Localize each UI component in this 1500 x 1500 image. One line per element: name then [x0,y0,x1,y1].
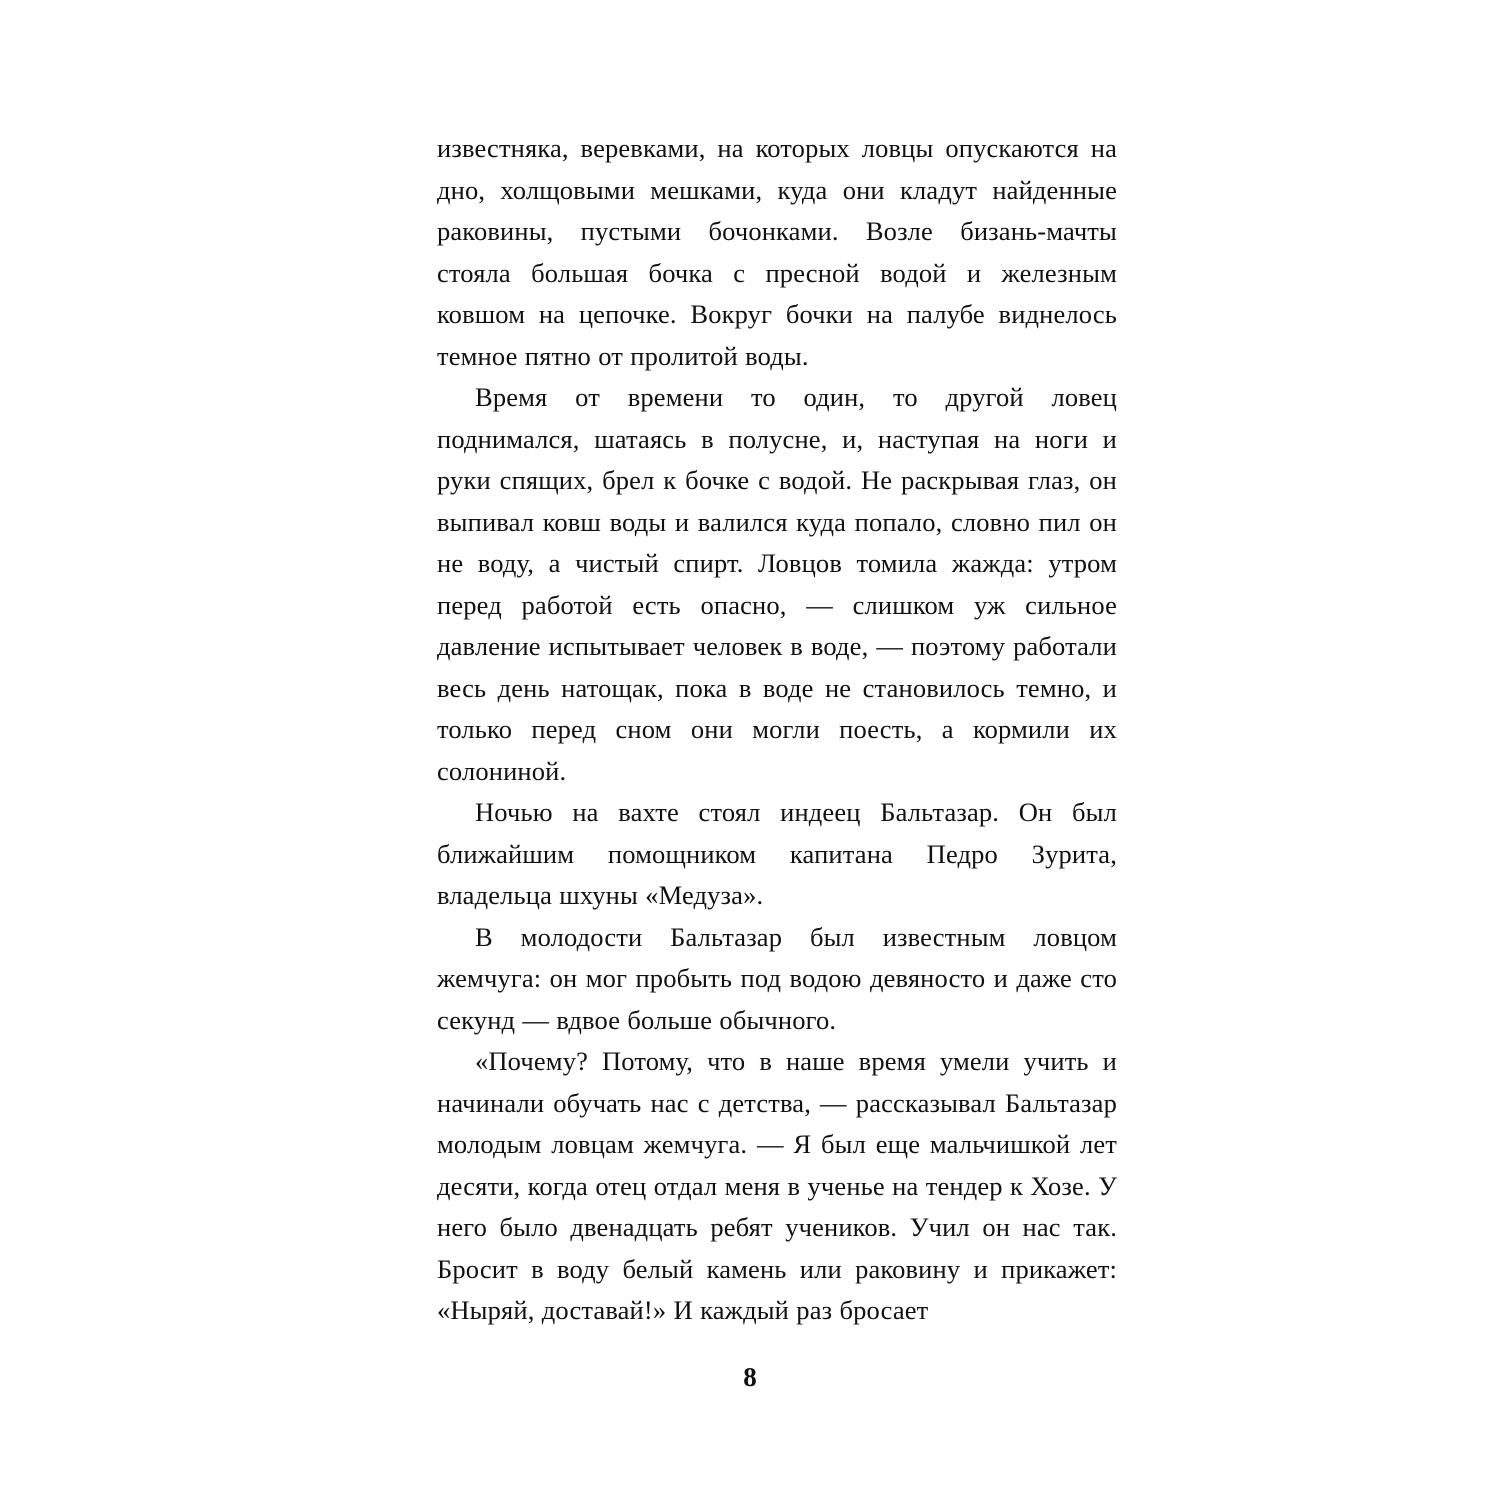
paragraph: «Почему? Потому, что в наше время умели учить и начинали обучать нас с детства, — рассказывал Бальтазар молодым ловцам жемчуга. — Я был еще мальчишкой лет десяти, когда отец отдал меня в ученье на тендер к Хозе. У него было двенадцать ребят учеников. Учил он нас так. Бросит в воду белый камень или раковину и прикажет: «Ныряй, доставай!» И каждый раз бросает [437,1046,1117,1325]
paragraph: известняка, веревками, на которых ловцы опускаются на дно, холщовыми мешками, куда они кладут найденные раковины, пустыми бочонками. Возле бизань-мачты стояла большая бочка с пресной водой и железным ковшом на цепочке. Вокруг бочки на палубе виднелось темное пятно от пролитой воды. [437,133,1117,371]
paragraph: Ночью на вахте стоял индеец Бальтазар. Он был ближайшим помощником капитана Педро Зурита, владельца шхуны «Медуза». [437,797,1117,910]
paragraph: В молодости Бальтазар был известным ловцом жемчуга: он мог пробыть под водою девяносто и даже сто секунд — вдвое больше обычного. [437,921,1117,1035]
page-number: 8 [743,1362,757,1392]
paragraph: Время от времени то один, то другой ловец поднимался, шатаясь в полусне, и, наступая на ноги и руки спящих, брел к бочке с водой. Не раскрывая глаз, он выпивал ковш воды и валился куда попало, словно пил он не воду, а чистый спирт. Ловцов томила жажда: утром перед работой есть опасно, — слишком уж сильное давление испытывает человек в воде, — поэтому работали весь день натощак, пока в воде не становилось темно, и только перед сном они могли поесть, а кормили их солониной. [437,382,1117,786]
body-text-column [437,128,1117,1332]
